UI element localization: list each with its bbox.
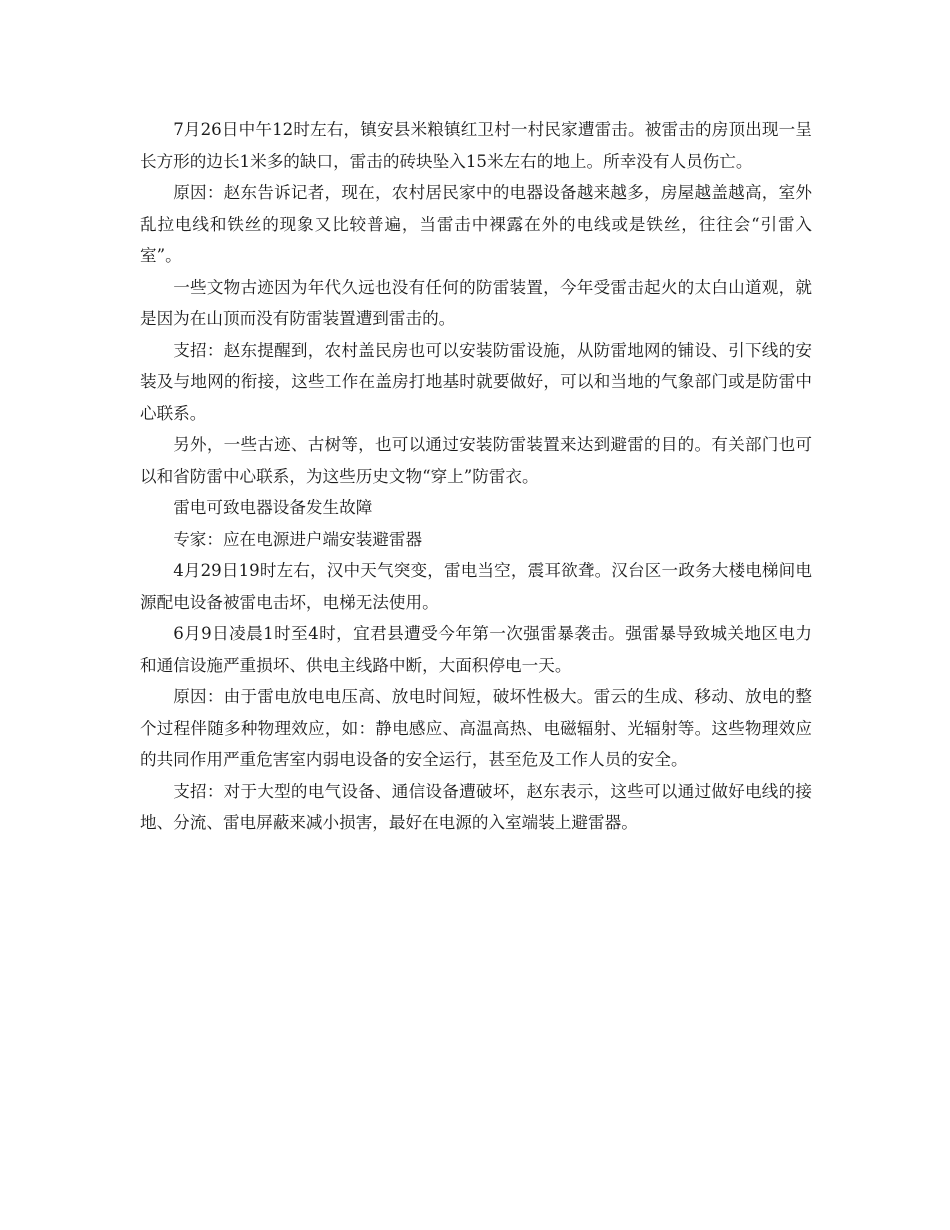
subheading-expert-advice: 专家：应在电源进户端安装避雷器	[173, 529, 423, 549]
paragraph-yijun-incident: 6月9日凌晨1时至4时，宜君县遭受今年第一次强雷暴袭击。强雷暴导致城关地区电力和通信设施严重损坏、供电主线路中断，大面积停电一天。	[140, 624, 812, 675]
paragraph-lightning-strike-house: 7月26日中午12时左右，镇安县米粮镇红卫村一村民家遭雷击。被雷击的房顶出现一呈长方形的边长1米多的缺口，雷击的砖块坠入15米左右的地上。所幸没有人员伤亡。	[140, 120, 812, 171]
paragraph-cause-discharge: 原因：由于雷电放电电压高、放电时间短，破坏性极大。雷云的生成、移动、放电的整个过程伴随多种物理效应，如：静电感应、高温高热、电磁辐射、光辐射等。这些物理效应的共同作用严重危害室内弱电设备的安全运行，甚至危及工作人员的安全。	[140, 687, 812, 769]
paragraph-hanzhong-incident: 4月29日19时左右，汉中天气突变，雷电当空，震耳欲聋。汉台区一政务大楼电梯间电源配电设备被雷电击坏，电梯无法使用。	[140, 561, 812, 612]
paragraph-relics-protection: 另外，一些古迹、古树等，也可以通过安装防雷装置来达到避雷的目的。有关部门也可以和省防雷中心联系，为这些历史文物“穿上”防雷衣。	[140, 435, 812, 486]
paragraph-ancient-relics: 一些文物古迹因为年代久远也没有任何的防雷装置，今年受雷击起火的太白山道观，就是因为在山顶而没有防雷装置遭到雷击的。	[140, 277, 812, 328]
paragraph-tip-rural-protection: 支招：赵东提醒到，农村盖民房也可以安装防雷设施，从防雷地网的铺设、引下线的安装及与地网的衔接，这些工作在盖房打地基时就要做好，可以和当地的气象部门或是防雷中心联系。	[140, 340, 812, 423]
subheading-equipment-failure: 雷电可致电器设备发生故障	[173, 498, 373, 517]
paragraph-tip-equipment: 支招：对于大型的电气设备、通信设备遭破坏，赵东表示，这些可以通过做好电线的接地、分流、雷电屏蔽来减小损害，最好在电源的入室端装上避雷器。	[140, 781, 812, 832]
paragraph-cause-rural-wiring: 原因：赵东告诉记者，现在，农村居民家中的电器设备越来越多，房屋越盖越高，室外乱拉电线和铁丝的现象又比较普遍，当雷击中裸露在外的电线或是铁丝，往往会“引雷入室”。	[140, 183, 812, 265]
document-body	[140, 114, 812, 839]
